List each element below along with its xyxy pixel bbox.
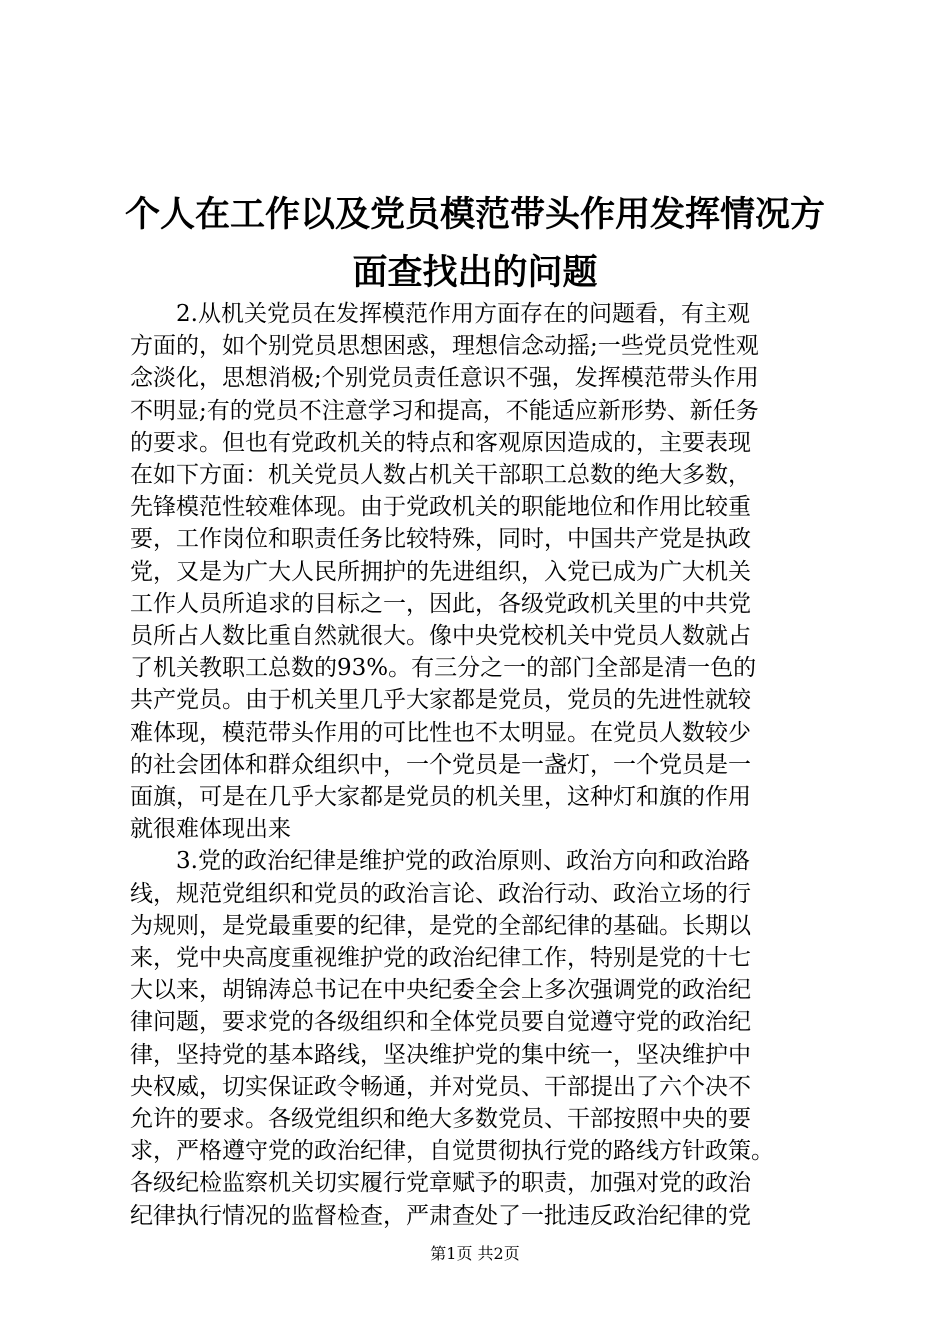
- text-line: 党，又是为广大人民所拥护的先进组织，入党已成为广大机关: [130, 558, 751, 585]
- text-line: 央权威，切实保证政令畅通，并对党员、干部提出了六个决不: [130, 1073, 751, 1100]
- text-line: 员所占人数比重自然就很大。像中央党校机关中党员人数就占: [130, 623, 751, 650]
- text-line: 的要求。但也有党政机关的特点和客观原因造成的，主要表现: [130, 429, 751, 456]
- text-line: 求，严格遵守党的政治纪律，自觉贯彻执行党的路线方针政策。: [130, 1138, 774, 1165]
- paragraph-2: [130, 298, 850, 845]
- text-line: 律问题，要求党的各级组织和全体党员要自觉遵守党的政治纪: [130, 1009, 751, 1036]
- text-line: 不明显;有的党员不注意学习和提高，不能适应新形势、新任务: [130, 397, 759, 424]
- title-line: 面查找出的问题: [352, 252, 598, 293]
- text-line: 3.党的政治纪律是维护党的政治原则、政治方向和政治路: [130, 848, 750, 875]
- text-line: 工作人员所追求的目标之一，因此，各级党政机关里的中共党: [130, 590, 751, 617]
- text-line: 共产党员。由于机关里几乎大家都是党员，党员的先进性就较: [130, 687, 751, 714]
- page-footer: 第1页 共2页: [430, 1244, 520, 1263]
- text-line: 方面的，如个别党员思想困惑，理想信念动摇;一些党员党性观: [130, 333, 759, 360]
- text-line: 为规则，是党最重要的纪律，是党的全部纪律的基础。长期以: [130, 912, 751, 939]
- text-line: 线，规范党组织和党员的政治言论、政治行动、政治立场的行: [130, 880, 751, 907]
- text-line: 念淡化，思想消极;个别党员责任意识不强，发挥模范带头作用: [130, 365, 759, 392]
- paragraph-3: [130, 845, 850, 1231]
- text-line: 难体现，模范带头作用的可比性也不太明显。在党员人数较少: [130, 719, 751, 746]
- text-line: 的社会团体和群众组织中，一个党员是一盏灯，一个党员是一: [130, 751, 751, 778]
- document-body: [130, 298, 850, 1232]
- text-line: 大以来，胡锦涛总书记在中央纪委全会上多次强调党的政治纪: [130, 977, 751, 1004]
- text-line: 面旗，可是在几乎大家都是党员的机关里，这种灯和旗的作用: [130, 784, 751, 811]
- text-line: 各级纪检监察机关切实履行党章赋予的职责，加强对党的政治: [130, 1170, 751, 1197]
- text-line: 纪律执行情况的监督检查，严肃查处了一批违反政治纪律的党: [130, 1202, 751, 1229]
- text-line: 先锋模范性较难体现。由于党政机关的职能地位和作用比较重: [130, 494, 751, 521]
- document-title: [100, 186, 850, 302]
- text-line: 2.从机关党员在发挥模范作用方面存在的问题看，有主观: [130, 301, 750, 327]
- text-line: 允许的要求。各级党组织和绝大多数党员、干部按照中央的要: [130, 1106, 751, 1133]
- text-line: 律，坚持党的基本路线，坚决维护党的集中统一，坚决维护中: [130, 1041, 751, 1068]
- text-line: 来，党中央高度重视维护党的政治纪律工作，特别是党的十七: [130, 945, 751, 972]
- text-line: 就很难体现出来: [130, 816, 291, 843]
- title-line: 个人在工作以及党员模范带头作用发挥情况方: [124, 194, 825, 235]
- text-line: 在如下方面：机关党员人数占机关干部职工总数的绝大多数，: [130, 462, 751, 489]
- text-line: 要，工作岗位和职责任务比较特殊，同时，中国共产党是执政: [130, 526, 751, 553]
- text-line: 了机关教职工总数的93%。有三分之一的部门全部是清一色的: [130, 655, 757, 682]
